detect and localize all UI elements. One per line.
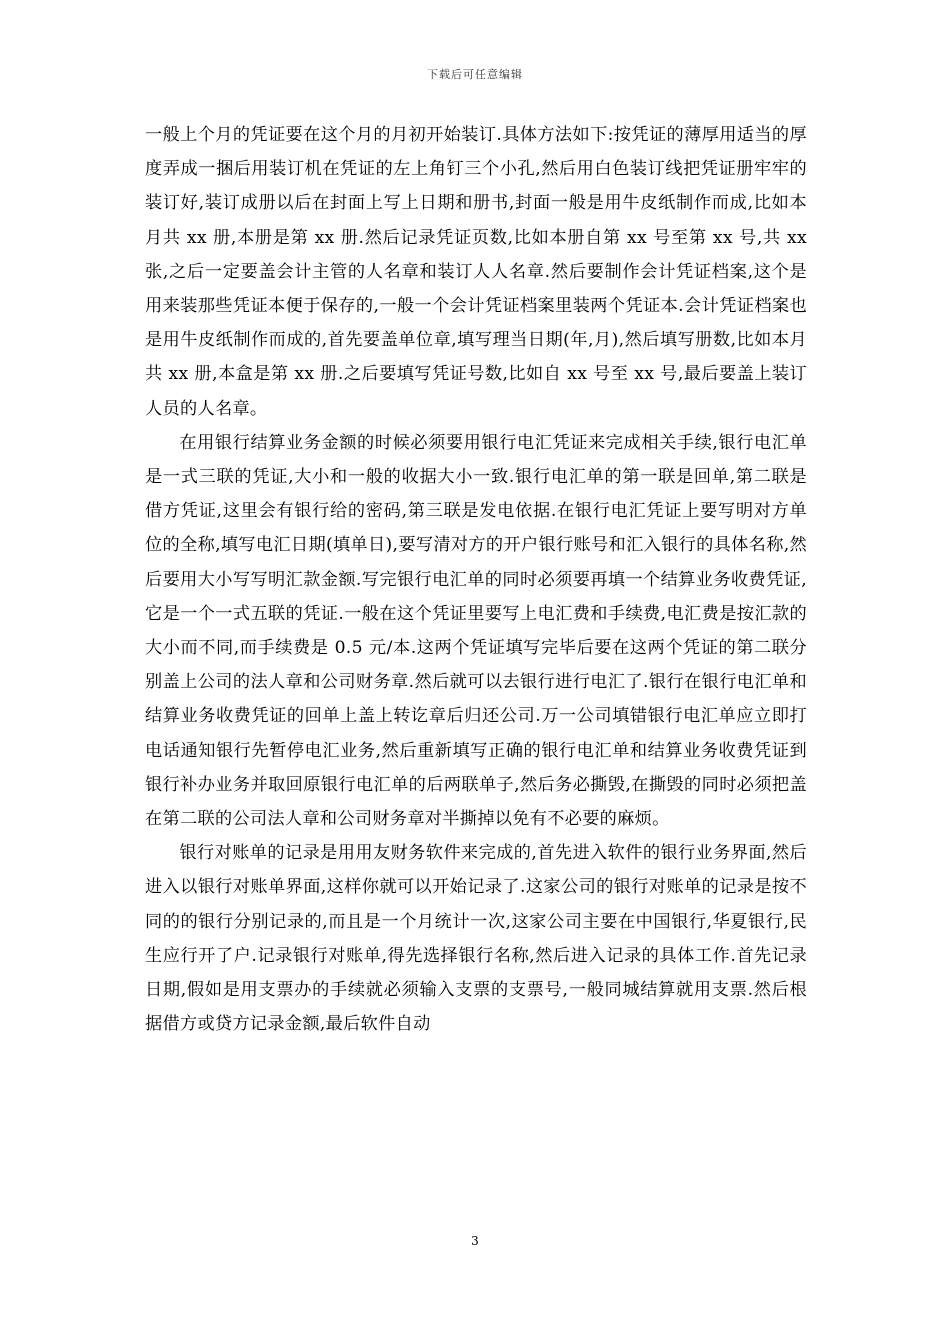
page-header: 下载后可任意编辑 xyxy=(427,68,523,81)
paragraph-voucher-binding: 一般上个月的凭证要在这个月的月初开始装订.具体方法如下:按凭证的薄厚用适当的厚度弄成一捆后用装订机在凭证的左上角钉三个小孔,然后用白色装订线把凭证册牢牢的装订好,装订成册以后在封面上写上日期和册书,封面一般是用牛皮纸制作而成,比如本月共 xx 册,本册是第 xx 册.然后记录凭证页数,比如本册自第 xx 号至第 xx 号,共 xx 张,之后一定要盖会计主管的人名章和装订人人名章.然后要制作会计凭证档案,这个是用来装那些凭证本便于保存的,一般一个会计凭证档案里装两个凭证本.会计凭证档案也是用牛皮纸制作而成的,首先要盖单位章,填写理当日期(年,月),然后填写册数,比如本月共 xx 册,本盒是第 xx 册.之后要填写凭证号数,比如自 xx 号至 xx 号,最后要盖上装订人员的人名章。 xyxy=(145,125,807,419)
page-number: 3 xyxy=(471,1234,479,1248)
paragraph-bank-wire-transfer: 在用银行结算业务金额的时候必须要用银行电汇凭证来完成相关手续,银行电汇单是一式三联的凭证,大小和一般的收据大小一致.银行电汇单的第一联是回单,第二联是借方凭证,这里会有银行给的密码,第三联是发电依据.在银行电汇凭证上要写明对方单位的全称,填写电汇日期(填单日),要写清对方的开户银行账号和汇入银行的具体名称,然后要用大小写写明汇款金额.写完银行电汇单的同时必须要再填一个结算业务收费凭证,它是一个一式五联的凭证.一般在这个凭证里要写上电汇费和手续费,电汇费是按汇款的大小而不同,而手续费是 0.5 元/本.这两个凭证填写完毕后要在这两个凭证的第二联分别盖上公司的法人章和公司财务章.然后就可以去银行进行电汇了.银行在银行电汇单和结算业务收费凭证的回单上盖上转讫章后归还公司.万一公司填错银行电汇单应立即打电话通知银行先暂停电汇业务,然后重新填写正确的银行电汇单和结算业务收费凭证到银行补办业务并取回原银行电汇单的后两联单子,然后务必撕毁,在撕毁的同时必须把盖在第二联的公司法人章和公司财务章对半撕掉以免有不必要的麻烦。 xyxy=(145,432,807,830)
document-body xyxy=(145,118,807,1041)
paragraph-bank-statement-record: 银行对账单的记录是用用友财务软件来完成的,首先进入软件的银行业务界面,然后进入以银行对账单界面,这样你就可以开始记录了.这家公司的银行对账单的记录是按不同的的银行分别记录的,而且是一个月统计一次,这家公司主要在中国银行,华夏银行,民生应行开了户.记录银行对账单,得先选择银行名称,然后进入记录的具体工作.首先记录日期,假如是用支票办的手续就必须输入支票的支票号,一般同城结算就用支票.然后根据借方或贷方记录金额,最后软件自动 xyxy=(145,843,807,1035)
